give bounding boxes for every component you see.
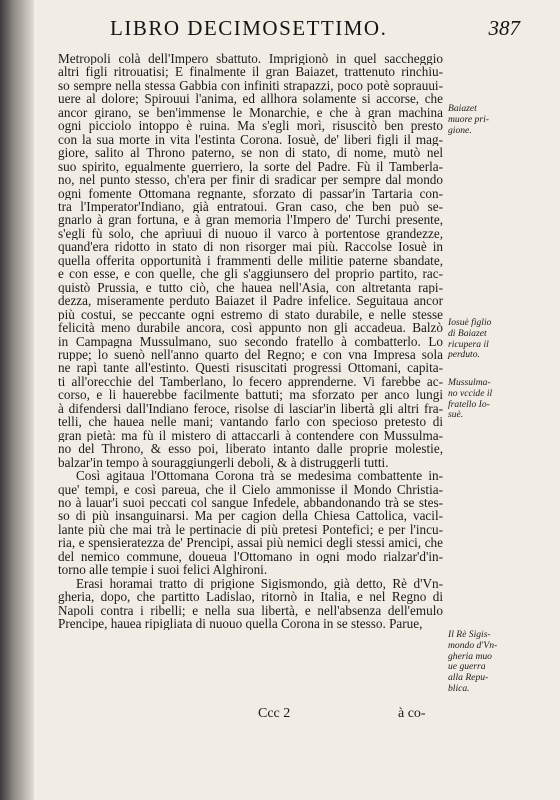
- text-line: del nemico commune, doueua l'Ottomano in ogni modo rialzar'd'in-: [58, 549, 443, 564]
- text-line: telli, che hauea nelle mani; vantando farlo con specioso pretesto di: [58, 415, 443, 429]
- margin-note-line: Baiazet: [448, 103, 477, 114]
- margin-note-line: alla Repu-: [448, 672, 489, 684]
- text-line: Prencipe, hauea ripigliata di nuouo quella Corona in se stesso. Parue,: [58, 617, 423, 631]
- margin-note-line: suè.: [448, 409, 464, 421]
- margin-note-line: Mussulma-: [448, 377, 491, 388]
- text-line: so di più insanguinarsi. Ma per cagion della Chiesa Cattolica, vacil-: [58, 509, 443, 523]
- text-line: à difendersi dall'Indiano feroce, risolse di lasciar'in libertà gli altri fra-: [58, 401, 443, 416]
- text-line: con la sua morte in vita l'estinta Corona. Iosuè, de' liberi figli il mag-: [58, 132, 443, 147]
- margin-note-line: ue guerra: [448, 661, 486, 673]
- text-line: ruppe; lo suenò nell'anno quarto del Regno; e con vna Impresa sola: [58, 347, 443, 362]
- text-line: no, nel punto stesso, ch'era per finir di sradicar per sempre dal mondo: [58, 173, 443, 187]
- text-line: quella offerita opportunità i frammenti delle militie paterne sbandate,: [58, 253, 443, 268]
- margin-note-line: gione.: [448, 124, 472, 136]
- text-line: torno alle tempie i suoi felici Alghironi.: [58, 563, 268, 577]
- margin-note-sigismondo-war: [448, 630, 540, 695]
- signature-mark: Ccc 2: [258, 706, 291, 721]
- margin-note-line: muore pri-: [448, 113, 489, 125]
- catchword: à co-: [398, 706, 426, 721]
- margin-note-line: perduto.: [448, 349, 480, 361]
- body-text: [58, 52, 443, 630]
- text-line: ogni picciolo intoppo è ruina. Ma s'egli morì, risuscitò ben presto: [58, 119, 443, 133]
- margin-note-baiazet-dies: [448, 104, 540, 136]
- text-line: ti all'orecchie del Tamberlano, lo fecero apprenderne. Vi farebbe ac-: [58, 374, 443, 389]
- text-line: corso, e li hauerebbe facilmente battuti; ma sforzato per anco lungi: [58, 388, 443, 402]
- text-line: que' tempi, e così pareua, che il Cielo ammonisse il Mondo Christia-: [58, 482, 443, 496]
- text-line: ogni fomente Ottomana regnante, sforzato di passar'in Tartaria con-: [58, 186, 443, 200]
- text-line: ancor girano, se ben'immense le Monarchie, e che à gran machina: [58, 105, 443, 120]
- margin-note-mussulmano-kills: [448, 378, 540, 421]
- text-line: balzar'in tempo à souraggiungerli deboli, & à distruggerli tutti.: [58, 455, 389, 470]
- text-line: gnarlo à gran fortuna, e à gran memoria l'Impero de' Turchi presente,: [58, 213, 443, 227]
- text-line: dezza, miseramente perduto Baiazet il Padre infelice. Seguitaua ancor: [58, 294, 443, 308]
- text-line: felicità meno durabile ancora, così appunto non gli accadeua. Balzò: [58, 321, 443, 335]
- text-line: lante più che mai trà le pertinacie di più pretesi Pontefici; e per l'incu-: [58, 522, 443, 537]
- text-line: altri figli ritrouatisi; E finalmente il gran Baiazet, trattenuto rinchiu-: [58, 65, 443, 79]
- text-line: Napoli contra i ribelli; e nella sua libertà, e nell'absenza dell'emulo: [58, 603, 443, 618]
- page-header: [110, 14, 520, 44]
- text-line: quand'era ridotto in stato di non risorger mai più. Raccolse Iosuè in: [58, 240, 443, 254]
- text-line: ne rapì tante all'estinto. Questi risuscitati progressi Ottomani, capita-: [58, 361, 443, 375]
- text-line: no del Throno, & esso poi, liberato intanto dalle proprie molestie,: [58, 442, 443, 456]
- text-line: Metropoli colà dell'Impero sbattuto. Imprigionò in quel saccheggio: [58, 52, 443, 66]
- text-line: quistò Prussia, e tutto ciò, che hauea nell'Asia, con altretanta rapi-: [58, 280, 443, 295]
- text-line: giore, salito al Throno paterno, se non di stato, di nome, mutò nel: [58, 146, 443, 160]
- text-line: gran pietà: ma fù il mistero di attaccarli à contendere con Mussulma-: [58, 428, 443, 443]
- text-line: più costui, se peccante ogni estremo di stato durabile, e nelle stesse: [58, 307, 443, 322]
- text-line: s'egli fù solo, che aprìuui di nuouo il varco à portentose grandezze,: [58, 226, 443, 241]
- text-line: so sempre nella stessa Gabbia con infiniti strapazzi, poco potè soprauui-: [58, 78, 443, 93]
- text-line: in Campagna Mussulmano, suo secondo fratello à combatterlo. Lo: [58, 334, 443, 348]
- running-title: LIBRO DECIMOSETTIMO.: [110, 16, 388, 40]
- margin-note-iosue-recovers: [448, 318, 540, 361]
- text-line: suo spirito, egualmente guerriero, la sorte del Padre. Fù il Tamberla-: [58, 159, 443, 174]
- binding-shadow: [0, 0, 34, 800]
- text-line: uere al dolore; Spirouui l'anima, ed allhora solamente si accorse, che: [58, 92, 443, 106]
- margin-note-line: Iosuè figlio: [448, 317, 492, 328]
- margin-note-line: di Baiazet: [448, 327, 487, 339]
- text-line: tra l'Imperator'Indiano, già entratoui. Gran caso, che ben può se-: [58, 199, 443, 214]
- text-line: ria, e spensieratezza de' Prencipi, assai più nemici degli stessi amici, che: [58, 536, 443, 550]
- text-line: e con esse, e con quelle, che gli s'aggiunsero del proprio partito, rac-: [58, 267, 443, 281]
- margin-note-line: fratello Io-: [448, 398, 490, 410]
- page-number: 387: [488, 16, 520, 40]
- margin-note-line: blica.: [448, 682, 470, 694]
- text-line: Così agitaua l'Ottomana Corona trà se medesima combattente in-: [76, 469, 443, 483]
- margin-note-line: ricupera il: [448, 338, 489, 350]
- margin-note-line: gheria muo: [448, 650, 492, 662]
- text-line: gheria, dopo, che partitto Ladislao, ritornò in Italia, e nel Regno di: [58, 590, 443, 604]
- margin-note-line: mondo d'Vn-: [448, 639, 498, 651]
- text-line: Erasi horamai tratto di prigione Sigismondo, già detto, Rè d'Vn-: [76, 576, 443, 591]
- margin-note-line: no vccide il: [448, 387, 493, 399]
- text-line: no à lauar'i suoi peccati col sangue Infedele, abbandonando trà se stes-: [58, 495, 443, 510]
- margin-note-line: Il Rè Sigis-: [448, 629, 491, 640]
- page-footer: [58, 706, 443, 726]
